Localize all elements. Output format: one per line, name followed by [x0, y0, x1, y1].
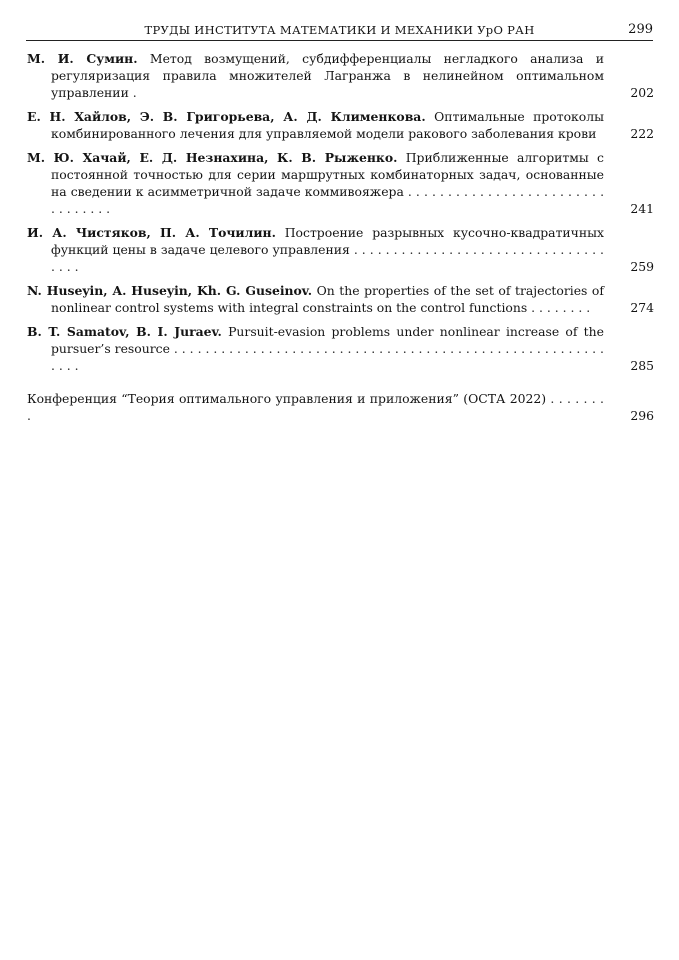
toc-entry-text [27, 323, 604, 374]
toc-entry-leader: . . . . . . . . . . . . . . . . . . . . . . . . . . . . . . . . . . . . . . . . . . . . . . . . . . . . . . . . . . . [51, 341, 605, 373]
toc-entry [27, 224, 654, 275]
toc-entry-authors: И. А. Чистяков, П. А. Точилин. [27, 225, 276, 240]
conference-title: Конференция “Теория оптимального управления и приложения” (ОСТА 2022) [27, 391, 547, 406]
toc-entry-page: 285 [630, 358, 654, 373]
toc-entry [27, 323, 654, 374]
toc-entry-leader: . . . . . . . . [27, 391, 604, 423]
toc-entry-authors: N. Huseyin, A. Huseyin, Kh. G. Guseinov. [27, 283, 313, 298]
toc-entry-authors: М. Ю. Хачай, Е. Д. Незнахина, К. В. Рыженко. [27, 150, 398, 165]
toc-entry-text [27, 149, 604, 217]
toc-entry-title: Приближенные алгоритмы с постоянной точностью для серии маршрутных комбинаторных задач, основанные на сведении к асимметричной задаче коммивояжера [51, 150, 604, 199]
toc-entry-page: 296 [630, 408, 654, 423]
header-page-number: 299 [628, 22, 653, 37]
toc-entry [27, 149, 654, 217]
toc-entry-leader: . . . . . . . . . . . . . . . . . . . . . . . . . . . . . . . . . [51, 184, 605, 216]
toc-entry [27, 50, 654, 101]
toc-entry-leader: . . . . . . . . [527, 300, 591, 315]
toc-entry-page: 259 [630, 259, 654, 274]
toc-entry-conference [27, 390, 654, 424]
toc-entry-text [27, 50, 604, 101]
toc-entry-title: Метод возмущений, субдифференциалы негладкого анализа и регуляризация правила множителей Лагранжа в нелинейном оптимальном управлении [51, 51, 604, 100]
toc-entry-page: 202 [630, 85, 654, 100]
toc-entry-authors: B. T. Samatov, B. I. Juraev. [27, 324, 222, 339]
toc-entry-title: Pursuit-evasion problems under nonlinear increase of the pursuer’s resource [51, 324, 604, 356]
toc-entry [27, 108, 654, 142]
toc-entry-page: 222 [630, 126, 654, 141]
toc-entry-leader: . [128, 85, 137, 100]
toc-entry-text [27, 282, 604, 316]
toc-entry-text [27, 390, 604, 424]
toc-entry-page: 274 [630, 300, 654, 315]
table-of-contents [27, 50, 654, 431]
toc-entry-page: 241 [630, 201, 654, 216]
toc-entry-leader: . . . . . . . . . . . . . . . . . . . . . . . . . . . . . . . . . . . . [51, 242, 604, 274]
toc-entry-text [27, 108, 604, 142]
toc-entry-title: Оптимальные протоколы комбинированного лечения для управляемой модели ракового заболевания крови [51, 109, 604, 141]
journal-title: ТРУДЫ ИНСТИТУТА МАТЕМАТИКИ И МЕХАНИКИ УрО РАН [144, 23, 535, 37]
toc-entry-title: On the properties of the set of trajectories of nonlinear control systems with integral constraints on the control functions [51, 283, 604, 315]
toc-entry-title: Построение разрывных кусочно-квадратичных функций цены в задаче целевого управления [51, 225, 604, 257]
toc-entry-authors: М. И. Сумин. [27, 51, 138, 66]
toc-entry-text [27, 224, 604, 275]
toc-entry [27, 282, 654, 316]
toc-entry-authors: Е. Н. Хайлов, Э. В. Григорьева, А. Д. Клименкова. [27, 109, 426, 124]
running-header [26, 22, 653, 41]
